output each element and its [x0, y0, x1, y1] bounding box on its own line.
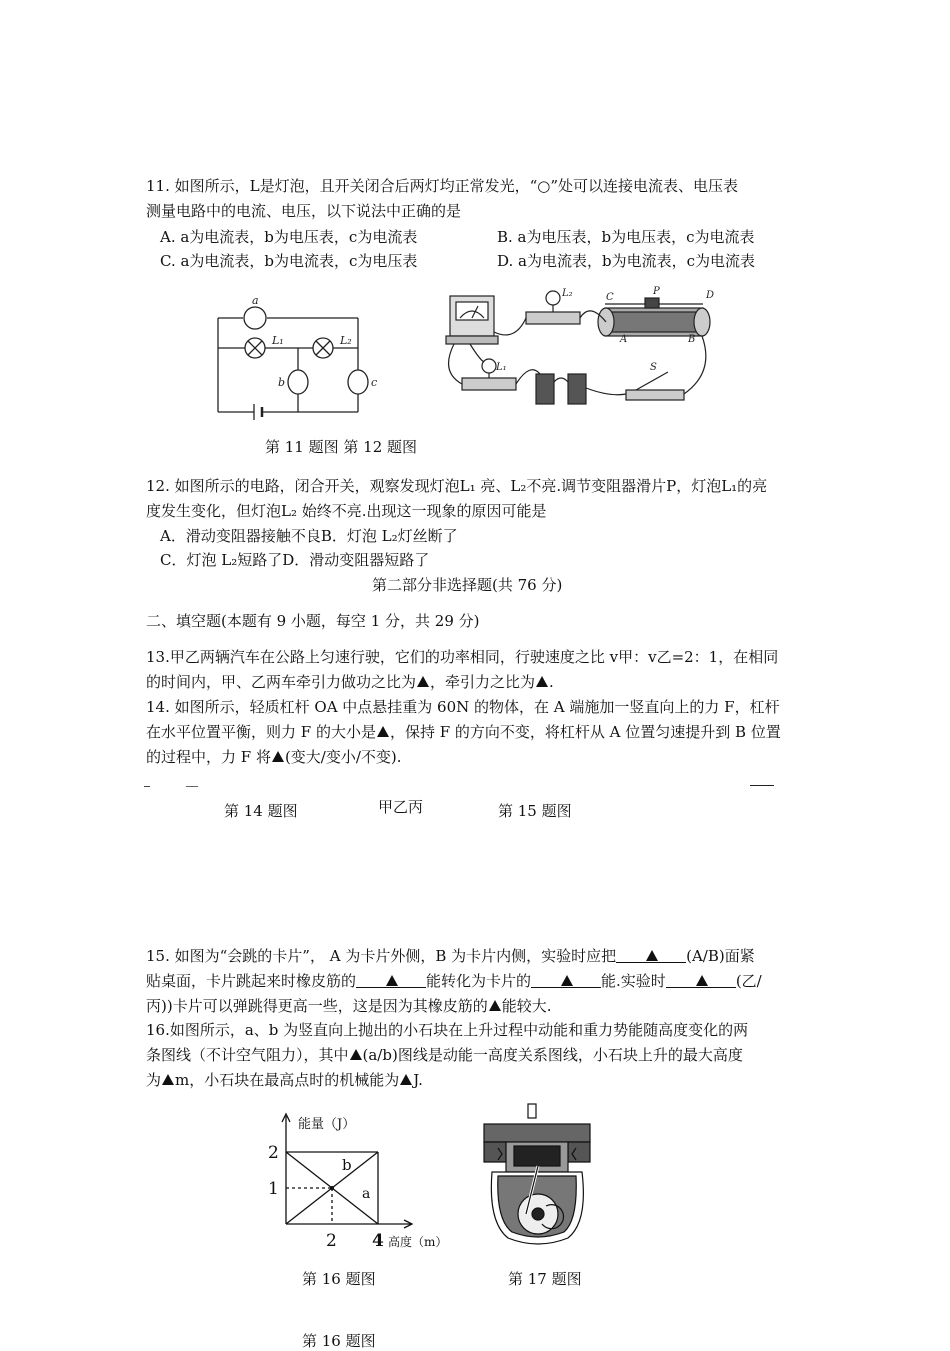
answer-blank-triangle [536, 676, 548, 687]
q15-line2 [146, 971, 762, 991]
answer-blank-triangle [561, 975, 573, 986]
q13-text-c: . [549, 673, 554, 691]
fig16-ylabel: 能量（J） [298, 1117, 356, 1132]
q12-stem-line2: 度发生变化，但灯泡L₂ 始终不亮.出现这一现象的原因可能是 [146, 502, 547, 520]
caption-fig-17: 第 17 题图 [508, 1270, 582, 1288]
figure-11-circuit [210, 290, 390, 420]
fig16-label-b: b [342, 1156, 352, 1174]
q14-text-b: ，保持 F 的方向不变，将杠杆从 A 位置匀速提升到 B 位置 [389, 723, 781, 741]
q12-options-ab: A．滑动变阻器接触不良B．灯泡 L₂灯丝断了 [160, 527, 458, 545]
figure-17-engine [478, 1102, 600, 1250]
q11-stem-line2: 测量电路中的电流、电压，以下说法中正确的是 [146, 202, 462, 220]
q14-line3 [146, 747, 402, 767]
q15-text-b: (A/B)面紧 [686, 947, 755, 965]
fig11-label-l1: L₁ [272, 334, 284, 347]
answer-blank [666, 973, 736, 988]
fig16-tick-y2: 2 [268, 1143, 279, 1163]
figure-fragment [186, 786, 198, 787]
answer-blank-triangle [386, 975, 398, 986]
q16-text-c: 为 [146, 1071, 162, 1089]
figure-fragment [750, 785, 774, 786]
q14-line1: 14. 如图所示，轻质杠杆 OA 中点悬挂重为 60N 的物体，在 A 端施加一竖直向上的力 F，杠杆 [146, 698, 780, 716]
q11-option-b: B. a为电压表，b为电压表，c为电流表 [497, 228, 755, 246]
q11-option-c: C. a为电流表，b为电流表，c为电压表 [160, 252, 418, 270]
caption-fig-16-repeat: 第 16 题图 [302, 1332, 376, 1350]
q16-text-a: 条图线（不计空气阻力），其中 [146, 1046, 349, 1064]
answer-blank [356, 973, 426, 988]
answer-blank-triangle [646, 950, 658, 961]
fig11-label-b: b [278, 376, 286, 389]
q15-text-e: 能.实验时 [601, 972, 666, 990]
figure-fragment [144, 786, 150, 787]
fig12-label-l1: L₁ [496, 362, 507, 373]
q11-option-a: A. a为电流表，b为电压表，c为电流表 [160, 228, 418, 246]
fig16-tick-y1: 1 [268, 1179, 279, 1199]
fig11-label-a: a [252, 294, 259, 307]
q15-text-c: 贴桌面，卡片跳起来时橡皮筋的 [146, 972, 357, 990]
q16-line1: 16.如图所示，a、b 为竖直向上抛出的小石块在上升过程中动能和重力势能随高度变化的两 [146, 1021, 749, 1039]
fig12-label-d: D [706, 290, 715, 301]
answer-blank-triangle [696, 975, 708, 986]
q15-line3 [146, 996, 552, 1016]
q16-text-d: m，小石块在最高点时的机械能为 [175, 1071, 400, 1089]
caption-fig-16: 第 16 题图 [302, 1270, 376, 1288]
answer-blank-triangle [350, 1049, 362, 1060]
figure-12-apparatus [440, 282, 730, 412]
answer-blank-triangle [272, 751, 284, 762]
answer-blank-triangle [417, 676, 429, 687]
answer-blank [616, 948, 686, 963]
fig12-label-a: A [620, 334, 628, 345]
q15-text-d: 能转化为卡片的 [426, 972, 532, 990]
q15-text-g: 丙))卡片可以弹跳得更高一些，这是因为其橡皮筋的 [146, 997, 488, 1015]
q12-options-cd: C．灯泡 L₂短路了D．滑动变阻器短路了 [160, 551, 430, 569]
q13-text-a: 的时间内，甲、乙两车牵引力做功之比为 [146, 673, 417, 691]
q16-text-e: J. [413, 1071, 423, 1089]
caption-fig-15: 第 15 题图 [498, 802, 572, 820]
section-two-heading: 二、填空题(本题有 9 小题，每空 1 分，共 29 分) [146, 612, 480, 630]
answer-blank [531, 973, 601, 988]
q15-line1 [146, 946, 755, 966]
figure-16-energy-graph [262, 1106, 462, 1256]
fig12-label-l2: L₂ [562, 288, 573, 299]
fig12-label-s: S [650, 362, 657, 373]
q15-text-a: 15. 如图为“会跳的卡片”， A 为卡片外侧，B 为卡片内侧，实验时应把 [146, 947, 617, 965]
q14-text-c: 的过程中，力 F 将 [146, 748, 271, 766]
q14-text-d: (变大/变小/不变). [284, 748, 402, 766]
fig11-label-l2: L₂ [340, 334, 352, 347]
answer-blank-triangle [162, 1074, 174, 1085]
caption-jia-yi-bing: 甲乙丙 [378, 798, 424, 816]
answer-blank-triangle [377, 726, 389, 737]
q15-text-h: 能较大. [501, 997, 552, 1015]
q13-line1: 13.甲乙两辆汽车在公路上匀速行驶，它们的功率相同，行驶速度之比 v甲：v乙=2：1，在相同 [146, 648, 779, 666]
q16-line3 [146, 1070, 423, 1090]
part-two-heading: 第二部分非选择题(共 76 分) [372, 576, 563, 594]
q16-text-b: (a/b)图线是动能一高度关系图线，小石块上升的最大高度 [362, 1046, 743, 1064]
fig16-xlabel: 高度（m） [388, 1235, 448, 1249]
fig12-label-c: C [606, 292, 614, 303]
q13-text-b: ，牵引力之比为 [430, 673, 536, 691]
q11-option-d: D. a为电流表，b为电流表，c为电流表 [497, 252, 755, 270]
q14-text-a: 在水平位置平衡，则力 F 的大小是 [146, 723, 376, 741]
q16-line2 [146, 1045, 743, 1065]
fig16-tick-x2: 2 [326, 1231, 337, 1251]
q13-line2 [146, 672, 554, 692]
fig12-label-p: P [653, 286, 660, 297]
fig16-tick-x4: 4 [372, 1231, 384, 1251]
caption-fig-11-12: 第 11 题图 第 12 题图 [265, 438, 418, 456]
q11-stem-line1: 11. 如图所示，L是灯泡，且开关闭合后两灯均正常发光，“○”处可以连接电流表、电压表 [146, 177, 739, 195]
fig12-label-b: B [688, 334, 696, 345]
fig11-label-c: c [371, 376, 378, 389]
q14-line2 [146, 722, 781, 742]
q15-text-f: (乙/ [735, 972, 762, 990]
q12-stem-line1: 12. 如图所示的电路，闭合开关，观察发现灯泡L₁ 亮、L₂不亮.调节变阻器滑片P，灯泡L₁的亮 [146, 477, 768, 495]
fig16-label-a: a [362, 1186, 371, 1202]
answer-blank-triangle [489, 1000, 501, 1011]
answer-blank-triangle [400, 1074, 412, 1085]
caption-fig-14: 第 14 题图 [224, 802, 298, 820]
